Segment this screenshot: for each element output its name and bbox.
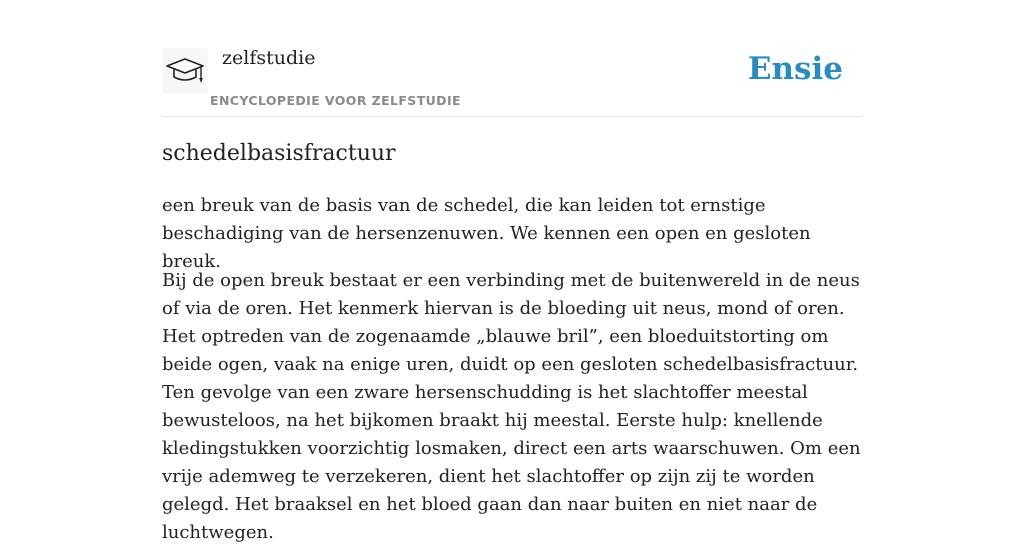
article-paragraph: Bij de open breuk bestaat er een verbinding met de buitenwereld in de neus of via de oren. Het kenmerk hiervan is de bloeding uit neus, mond of oren. Het optreden van de zogenaamde „blauwe bril”, een bloeduitstorting om beide ogen, vaak na enige uren, duidt op een gesloten schedelbasisfractuur. Ten gevolge van een zware hersenschudding is het slachtoffer meestal bewusteloos, na het bijkomen braakt hij meestal. Eerste hulp: knellende kledingstukken voorzichtig losmaken, direct een arts waarschuwen. Om een vrije ademweg te verzekeren, dient het slachtoffer op zijn zij te worden gelegd. Het braaksel en het bloed gaan dan naar buiten en niet naar de luchtwegen. — [162, 270, 861, 543]
article-title: schedelbasisfractuur — [162, 141, 396, 166]
header — [162, 0, 862, 117]
site-subtitle: ENCYCLOPEDIE VOOR ZELFSTUDIE — [210, 93, 461, 108]
article-paragraph: een breuk van de basis van de schedel, die kan leiden tot ernstige beschadiging van de hersenzenuwen. We kennen een open en gesloten breuk. — [162, 195, 811, 272]
brand-logo-link[interactable]: Ensie — [747, 51, 843, 87]
content-container — [162, 0, 862, 543]
graduation-cap-icon — [162, 48, 208, 94]
site-name[interactable]: zelfstudie — [222, 47, 316, 69]
logo[interactable] — [162, 48, 208, 94]
